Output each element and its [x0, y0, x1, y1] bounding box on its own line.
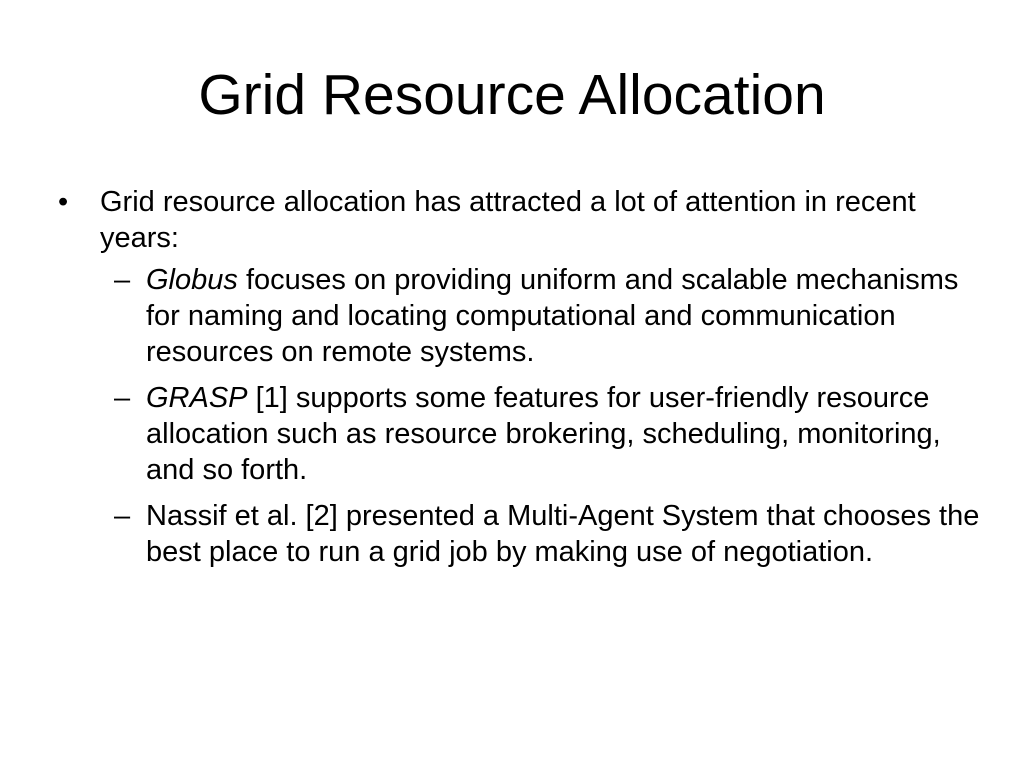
sub-item-text: Nassif et al. [2] presented a Multi-Agent System that chooses the best place to run a grid job by making use of negotiation. — [146, 500, 980, 568]
slide-title: Grid Resource Allocation — [198, 63, 826, 127]
sub-item-globus — [100, 262, 988, 370]
dash-marker: – — [114, 264, 131, 296]
sub-item-grasp — [100, 380, 988, 488]
sub-item-nassif — [100, 498, 988, 570]
sub-item-text: [1] supports some features for user-friendly resource allocation such as resource brokering, scheduling, monitoring, and so forth. — [146, 382, 941, 486]
bullet-text: Grid resource allocation has attracted a lot of attention in recent years: — [100, 186, 916, 254]
sub-item-text: focuses on providing uniform and scalable mechanisms for naming and locating computational and communication resources on remote systems. — [146, 264, 959, 368]
sub-item-emphasis: GRASP — [146, 382, 248, 414]
bullet-marker: • — [58, 186, 69, 218]
sub-item-emphasis: Globus — [146, 264, 238, 296]
bullet-list — [58, 184, 988, 580]
sub-bullet-list — [100, 262, 988, 570]
dash-marker: – — [114, 382, 131, 414]
bullet-item-grid-allocation — [58, 184, 988, 570]
dash-marker: – — [114, 500, 131, 532]
